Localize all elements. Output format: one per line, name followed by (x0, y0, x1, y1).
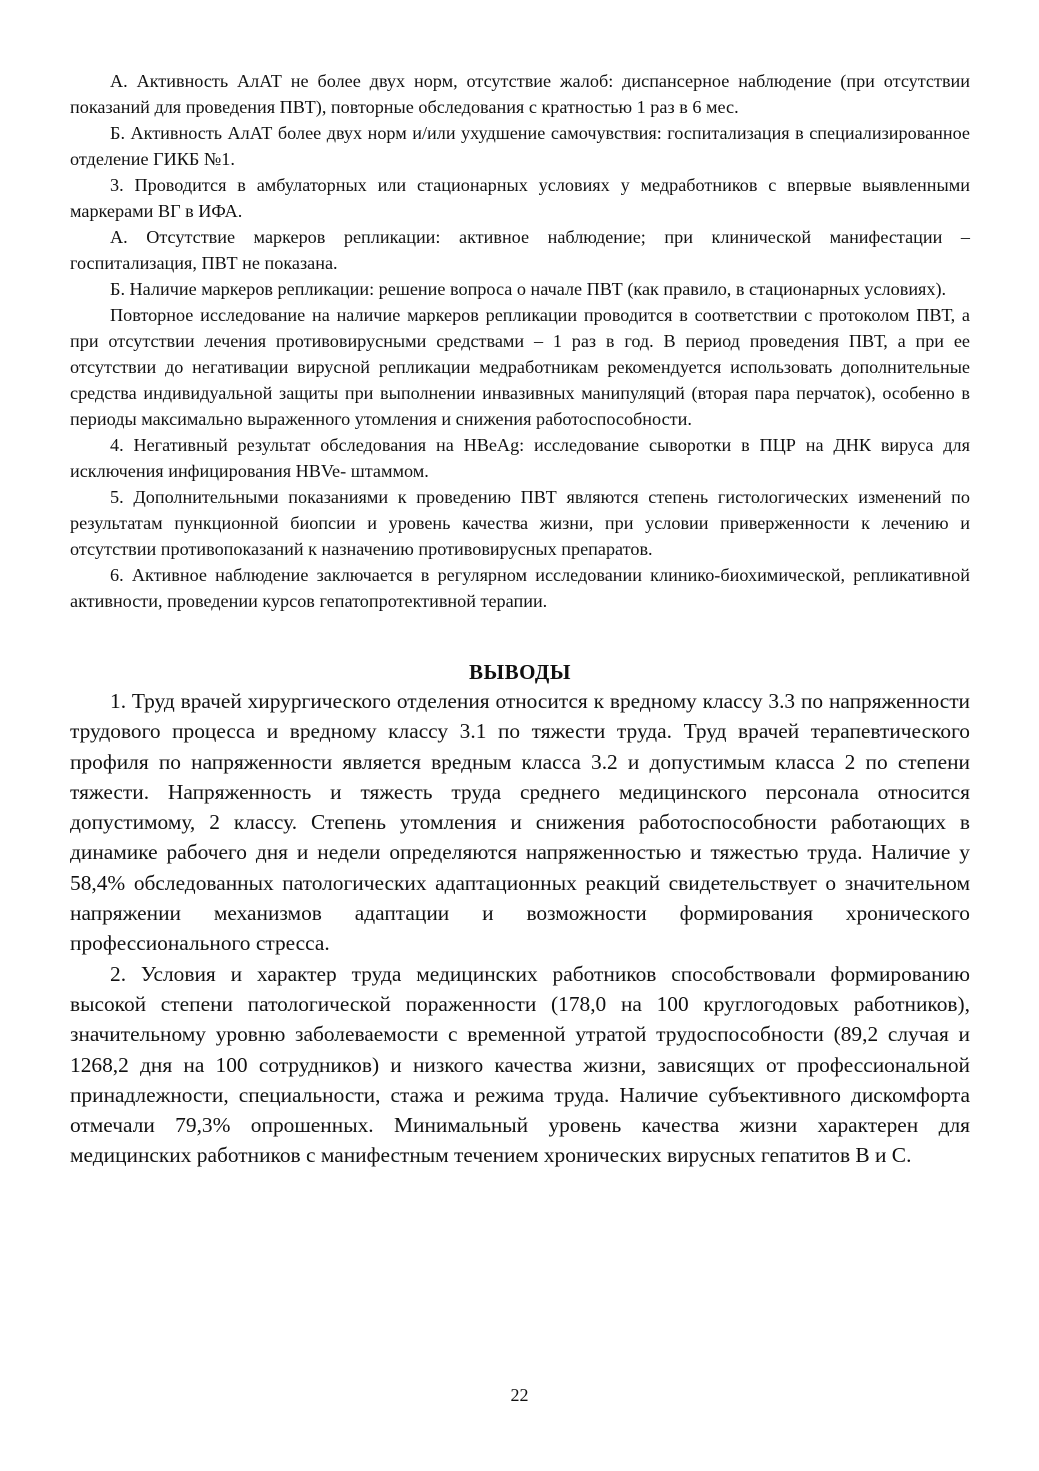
paragraph-3-new-markers: 3. Проводится в амбулаторных или стационарных условиях у медработников с впервые выявленными маркерами ВГ в ИФА. (70, 175, 970, 221)
paragraph-repeat-study: Повторное исследование на наличие маркеров репликации проводится в соответствии с протоколом ПВТ, а при отсутствии лечения противовирусными средствами – 1 раз в год. В период проведения ПВТ, а при ее отсутствии до негативации вирусной репликации медработникам рекомендуется использовать дополнительные средства индивидуальной защиты при выполнении инвазивных манипуляций (вторая пара перчаток), особенно в периоды максимально выраженного утомления и снижения работоспособности. (70, 305, 970, 429)
conclusion-1: 1. Труд врачей хирургического отделения относится к вредному классу 3.3 по напряженности трудового процесса и вредному классу 3.1 по тяжести труда. Труд врачей терапевтического профиля по напряженности является вредным класса 3.2 и допустимым класса 2 по степени тяжести. Напряженность и тяжесть труда среднего медицинского персонала относится допустимому, 2 классу. Степень утомления и снижения работоспособности работающих в динамике рабочего дня и недели определяются напряженностью и тяжестью труда. Наличие у 58,4% обследованных патологических адаптационных реакций свидетельствует о значительном напряжении механизмов адаптации и возможности формирования хронического профессионального стресса. (70, 689, 970, 956)
paragraph-6-active-observation: 6. Активное наблюдение заключается в регулярном исследовании клинико-биохимической, репликативной активности, проведении курсов гепатопротективной терапии. (70, 565, 970, 611)
conclusion-2: 2. Условия и характер труда медицинских работников способствовали формированию высокой степени патологической пораженности (178,0 на 100 круглогодовых работников), значительному уровню заболеваемости с временной утратой трудоспособности (89,2 случая и 1268,2 дня на 100 сотрудников) и низкого качества жизни, зависящих от профессиональной принадлежности, специальности, стажа и режима труда. Наличие субъективного дискомфорта отмечали 79,3% опрошенных. Минимальный уровень качества жизни характерен для медицинских работников с манифестным течением хронических вирусных гепатитов В и С. (70, 961, 970, 1168)
document-page (70, 68, 970, 1171)
page-number: 22 (510, 1385, 529, 1405)
paragraph-a-no-replication: А. Отсутствие маркеров репликации: активное наблюдение; при клинической манифестации – госпитализация, ПВТ не показана. (70, 227, 970, 273)
paragraph-b-alat-high: Б. Активность АлАТ более двух норм и/или ухудшение самочувствия: госпитализация в специализированное отделение ГИКБ №1. (70, 123, 970, 169)
paragraph-b-replication: Б. Наличие маркеров репликации: решение вопроса о начале ПВТ (как правило, в стационарных условиях). (110, 279, 947, 299)
paragraph-4-hbeag: 4. Негативный результат обследования на HBeAg: исследование сыворотки в ПЦР на ДНК вируса для исключения инфицирования HBVe- штаммом. (70, 435, 970, 481)
paragraph-5-indications: 5. Дополнительными показаниями к проведению ПВТ являются степень гистологических изменений по результатам пункционной биопсии и уровень качества жизни, при условии приверженности к лечению и отсутствии противопоказаний к назначению противовирусных препаратов. (70, 487, 970, 559)
conclusions-heading: ВЫВОДЫ (469, 660, 571, 684)
paragraph-a-alat-low: А. Активность АлАТ не более двух норм, отсутствие жалоб: диспансерное наблюдение (при отсутствии показаний для проведения ПВТ), повторные обследования с кратностью 1 раз в 6 мес. (70, 71, 970, 117)
